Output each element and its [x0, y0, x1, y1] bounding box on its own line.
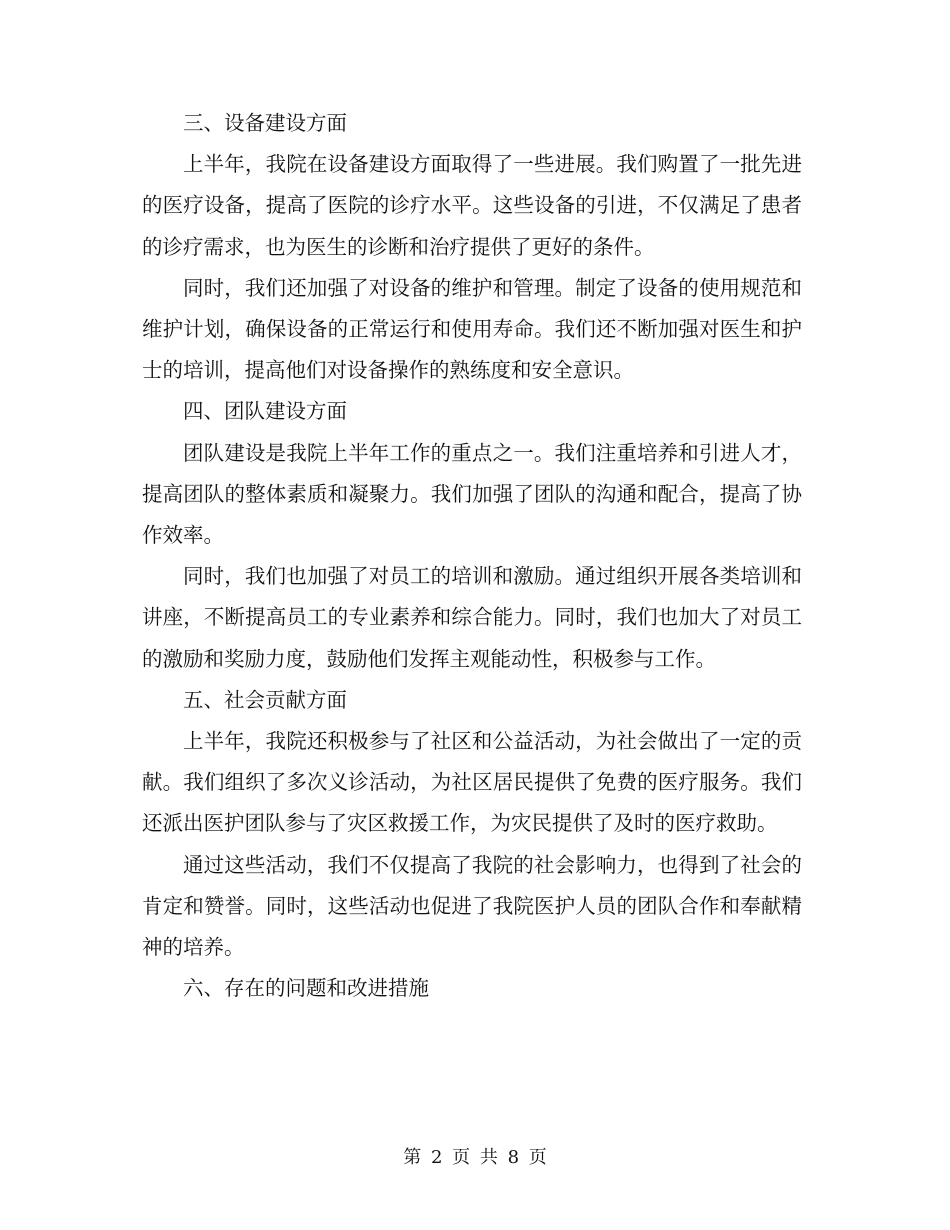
paragraph: 上半年，我院在设备建设方面取得了一些进展。我们购置了一批先进的医疗设备，提高了医院的诊疗水平。这些设备的引进，不仅满足了患者的诊疗需求，也为医生的诊断和治疗提供了更好的条件。	[142, 152, 802, 259]
section-heading: 五、社会贡献方面	[183, 687, 347, 712]
section-heading: 三、设备建设方面	[183, 111, 347, 135]
section-heading: 六、存在的问题和改进措施	[183, 976, 429, 1001]
paragraph: 团队建设是我院上半年工作的重点之一。我们注重培养和引进人才，提高团队的整体素质和凝聚力。我们加强了团队的沟通和配合，提高了协作效率。	[142, 440, 802, 548]
document-body	[142, 103, 802, 1009]
paragraph: 同时，我们也加强了对员工的培训和激励。通过组织开展各类培训和讲座，不断提高员工的专业素养和综合能力。同时，我们也加大了对员工的激励和奖励力度，鼓励他们发挥主观能动性，积极参与工作。	[142, 564, 802, 671]
paragraph: 上半年，我院还积极参与了社区和公益活动，为社会做出了一定的贡献。我们组织了多次义诊活动，为社区居民提供了免费的医疗服务。我们还派出医护团队参与了灾区救援工作，为灾民提供了及时的医疗救助。	[142, 729, 802, 836]
paragraph: 同时，我们还加强了对设备的维护和管理。制定了设备的使用规范和维护计划，确保设备的正常运行和使用寿命。我们还不断加强对医生和护士的培训，提高他们对设备操作的熟练度和安全意识。	[142, 275, 802, 383]
section-heading: 四、团队建设方面	[183, 399, 347, 424]
paragraph: 通过这些活动，我们不仅提高了我院的社会影响力，也得到了社会的肯定和赞誉。同时，这些活动也促进了我院医护人员的团队合作和奉献精神的培养。	[142, 852, 802, 960]
page-footer: 第 2 页 共 8 页	[403, 1147, 547, 1168]
